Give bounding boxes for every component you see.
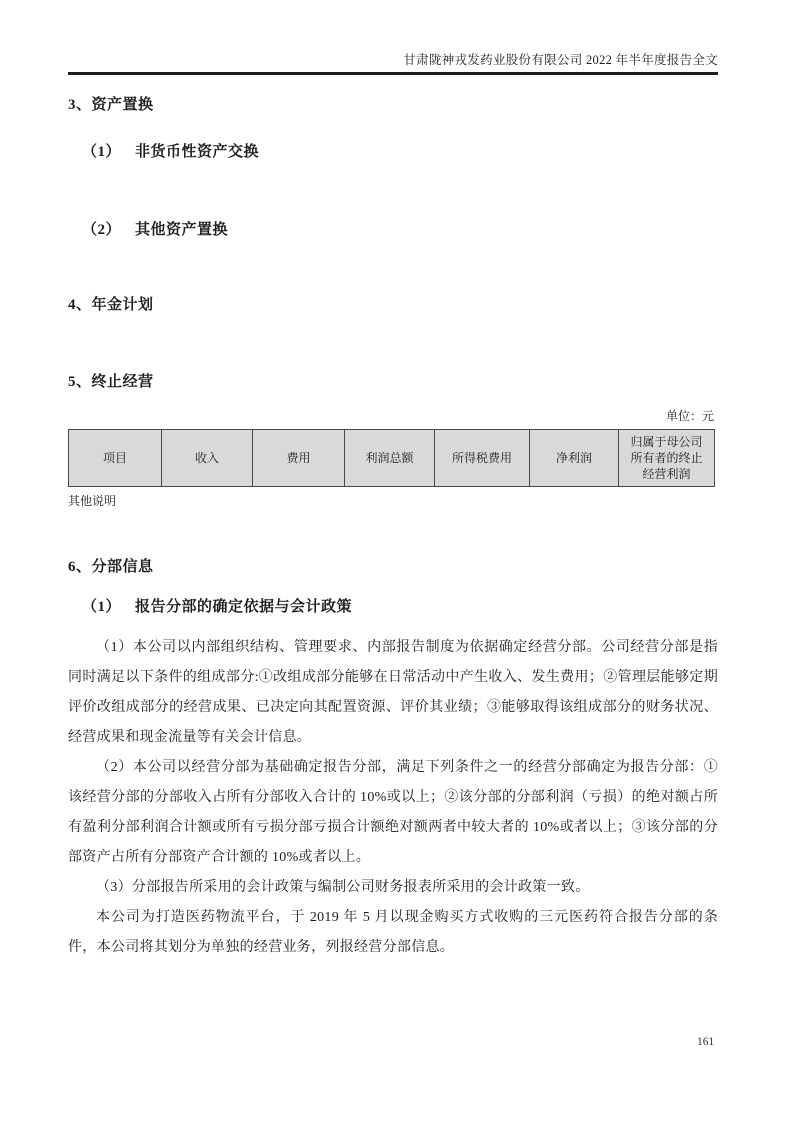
col-header-expense: 费用 xyxy=(253,430,345,487)
header-divider xyxy=(68,72,718,75)
paragraph-operating-segment-definition: （1）本公司以内部组织结构、管理要求、内部报告制度为依据确定经营分部。公司经营分部是指同时满足以下条件的组成部分:①改组成部分能够在日常活动中产生收入、发生费用；②管理层能够定期评价改组成部分的经营成果、已决定向其配置资源、评价其业绩；③能够取得该组成部分的财务状况、经营成果和现金流量等有关会计信息。 xyxy=(68,640,718,745)
subsection-number: （1） xyxy=(82,599,122,615)
section-heading-segment-information: 6、分部信息 xyxy=(68,559,154,575)
col-header-item: 项目 xyxy=(69,430,162,487)
subsection-title: 非货币性资产交换 xyxy=(135,144,260,160)
subsection-heading-segment-basis-policy xyxy=(82,595,732,616)
col-header-net-profit: 净利润 xyxy=(530,430,619,487)
subsection-number: （2） xyxy=(82,222,122,238)
subsection-number: （1） xyxy=(82,144,122,160)
discontinued-operations-table xyxy=(68,429,715,487)
subsection-title: 其他资产置换 xyxy=(135,222,229,238)
subsection-heading-nonmonetary-exchange xyxy=(82,140,732,161)
paragraph-sanyuan-pharma-segment: 本公司为打造医药物流平台，于 2019 年 5 月以现金购买方式收购的三元医药符合报告分部的条件，本公司将其划分为单独的经营业务，列报经营分部信息。 xyxy=(68,910,718,955)
section-heading-annuity-plan: 4、年金计划 xyxy=(68,297,154,313)
page-header-title: 甘肃陇神戎发药业股份有限公司 2022 年半年度报告全文 xyxy=(403,53,718,67)
col-header-income-tax: 所得税费用 xyxy=(435,430,530,487)
section-heading-discontinued-operations: 5、终止经营 xyxy=(68,374,154,390)
paragraph-reporting-segment-criteria: （2）本公司以经营分部为基础确定报告分部，满足下列条件之一的经营分部确定为报告分部：①该经营分部的分部收入占所有分部收入合计的 10%或以上；②该分部的分部利润（亏损）的绝对额占所有盈利分部利润合计额或所有亏损分部亏损合计额绝对额两者中较大者的 10%或者以上；③该分部的分部资产占所有分部资产合计额的 10%或者以上。 xyxy=(68,760,718,865)
table-footnote-other-notes: 其他说明 xyxy=(68,494,117,508)
subsection-heading-other-asset-swap xyxy=(82,218,732,239)
table-unit-label: 单位：元 xyxy=(665,409,714,423)
page-number: 161 xyxy=(697,1036,715,1048)
table-header-row xyxy=(69,430,715,487)
col-header-parent-discontinued-profit: 归属于母公司所有者的终止经营利润 xyxy=(619,430,715,487)
segment-information-body xyxy=(68,633,718,963)
subsection-title: 报告分部的确定依据与会计政策 xyxy=(135,599,353,615)
col-header-total-profit: 利润总额 xyxy=(345,430,435,487)
col-header-revenue: 收入 xyxy=(162,430,253,487)
paragraph-accounting-policy-consistency: （3）分部报告所采用的会计政策与编制公司财务报表所采用的会计政策一致。 xyxy=(96,880,590,895)
section-heading-asset-swap: 3、资产置换 xyxy=(68,97,154,113)
